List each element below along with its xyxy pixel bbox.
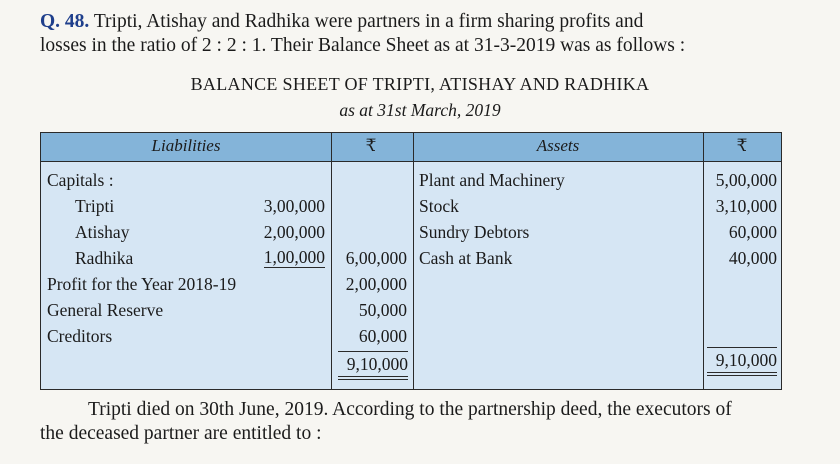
liabilities-total: 9,10,000 [338,351,408,376]
asset-name: Stock [419,196,459,216]
asset-amount: 3,10,000 [715,196,777,216]
partner-capital [255,245,325,269]
liability-name: Profit for the Year 2018-19 [47,274,237,294]
asset-amount: 60,000 [728,222,777,242]
partner-name: Radhika [75,248,134,268]
liability-name: Creditors [47,326,113,346]
header-assets: Assets [536,136,580,155]
asset-name: Sundry Debtors [419,222,530,242]
capitals-total: 6,00,000 [345,248,407,268]
question-number: Q. 48. [40,11,90,32]
header-assets-amount: ₹ [736,136,748,155]
question-line-2: losses in the ratio of 2 : 2 : 1. Their Balance Sheet as at 31-3-2019 was as follows : [40,35,686,56]
liability-amount: 50,000 [358,300,407,320]
partner-capital: 2,00,000 [263,222,325,242]
footer-text [40,398,800,446]
asset-name: Cash at Bank [419,248,513,268]
asset-amount: 40,000 [728,248,777,268]
capitals-label: Capitals : [47,170,114,190]
footer-line-1: Tripti died on 30th June, 2019. According to the partnership deed, the executors of [88,399,732,420]
footer-line-2: the deceased partner are entitled to : [40,423,322,444]
partner-capital-value: 1,00,000 [263,247,325,267]
question-line-1-text: Tripti, Atishay and Radhika were partners in a firm sharing profits and [93,11,644,32]
header-liabilities: Liabilities [151,136,221,155]
column-divider [413,133,414,389]
partner-capital: 3,00,000 [263,196,325,216]
double-underline [338,376,408,380]
header-liabilities-amount: ₹ [365,136,377,155]
assets-total: 9,10,000 [707,347,777,372]
partner-name: Tripti [75,196,115,216]
double-underline [707,372,777,376]
question-text [40,10,800,58]
balance-sheet-table [40,132,782,390]
asset-name: Plant and Machinery [419,170,565,190]
liability-amount: 60,000 [358,326,407,346]
question-line-1 [40,10,800,34]
sheet-subtitle: as at 31st March, 2019 [339,100,501,120]
table-header-row [41,133,781,162]
liability-amount: 2,00,000 [345,274,407,294]
asset-amount: 5,00,000 [715,170,777,190]
sheet-title: BALANCE SHEET OF TRIPTI, ATISHAY AND RADHIKA [190,74,650,94]
partner-name: Atishay [75,222,130,242]
liability-name: General Reserve [47,300,164,320]
